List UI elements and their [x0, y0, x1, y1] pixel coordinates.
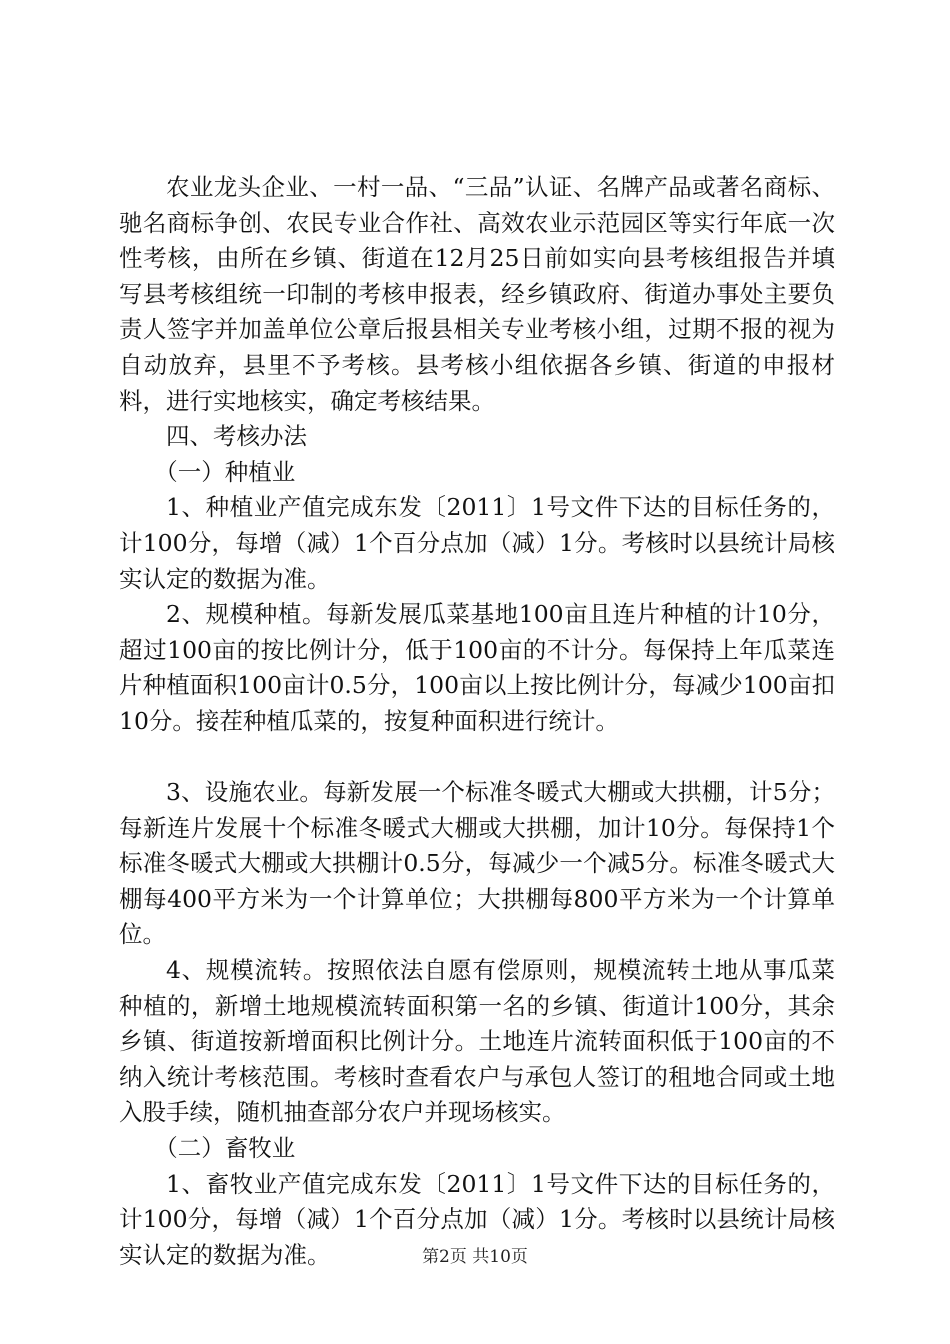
planting-item-4: 4、规模流转。按照依法自愿有偿原则，规模流转土地从事瓜菜种植的，新增土地规模流转面积第一名的乡镇、街道计100分，其余乡镇、街道按新增面积比例计分。土地连片流转面积低于100亩的不纳入统计考核范围。考核时查看农户与承包人签订的租地合同或土地入股手续，随机抽查部分农户并现场核实。 [119, 956, 835, 1127]
section-heading-assessment-method: 四、考核办法 [166, 422, 307, 451]
planting-item-1: 1、种植业产值完成东发〔2011〕1号文件下达的目标任务的，计100分，每增（减）1个百分点加（减）1分。考核时以县统计局核实认定的数据为准。 [119, 493, 835, 593]
planting-item-2: 2、规模种植。每新发展瓜菜基地100亩且连片种植的计10分，超过100亩的按比例计分，低于100亩的不计分。每保持上年瓜菜连片种植面积100亩计0.5分，100亩以上按比例计分，每减少100亩扣10分。接茬种植瓜菜的，按复种面积进行统计。 [119, 600, 835, 735]
subsection-heading-planting: （一）种植业 [154, 457, 296, 486]
page-number-footer: 第2页 共10页 [422, 1247, 528, 1267]
subsection-heading-livestock: （二）畜牧业 [154, 1134, 296, 1163]
livestock-item-1: 1、畜牧业产值完成东发〔2011〕1号文件下达的目标任务的，计100分，每增（减）1个百分点加（减）1分。考核时以县统计局核实认定的数据为准。 [119, 1169, 835, 1269]
planting-item-3: 3、设施农业。每新发展一个标准冬暖式大棚或大拱棚，计5分；每新连片发展十个标准冬暖式大棚或大拱棚，加计10分。每保持1个标准冬暖式大棚或大拱棚计0.5分，每减少一个减5分。标准冬暖式大棚每400平方米为一个计算单位；大拱棚每800平方米为一个计算单位。 [119, 778, 835, 949]
paragraph-spacer [119, 740, 835, 776]
intro-paragraph: 农业龙头企业、一村一品、“三品”认证、名牌产品或著名商标、驰名商标争创、农民专业合作社、高效农业示范园区等实行年底一次性考核，由所在乡镇、街道在12月25日前如实向县考核组报告并填写县考核组统一印制的考核申报表，经乡镇政府、街道办事处主要负责人签字并加盖单位公章后报县相关专业考核小组，过期不报的视为自动放弃，县里不予考核。县考核小组依据各乡镇、街道的申报材料，进行实地核实，确定考核结果。 [119, 173, 835, 415]
document-body [119, 170, 835, 1273]
